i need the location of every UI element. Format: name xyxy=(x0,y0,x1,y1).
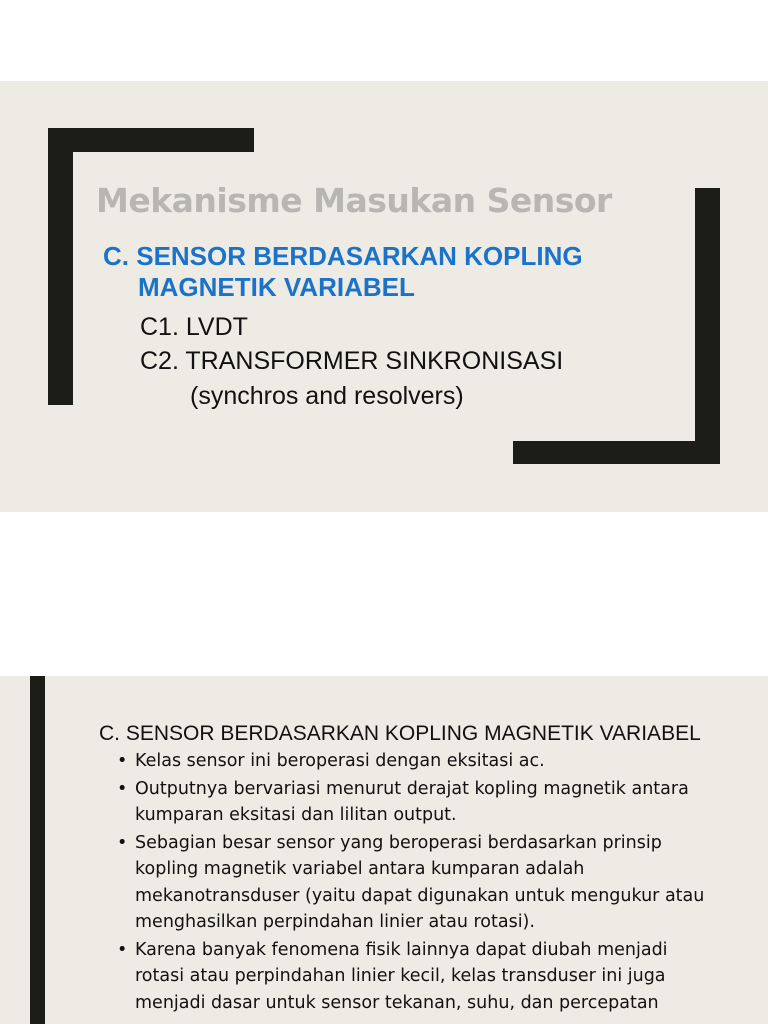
corner-bar-top-left-vertical xyxy=(48,128,73,405)
accent-vertical-bar xyxy=(30,676,45,1024)
item-c2-subtitle: (synchros and resolvers) xyxy=(190,382,464,410)
slide-title: Mekanisme Masukan Sensor xyxy=(96,181,612,220)
bullet-item: • Karena banyak fenomena fisik lainnya dapat diubah menjadi rotasi atau perpindahan linier kecil, kelas transduser ini juga menjadi dasar untuk sensor tekanan, suhu, dan percepatan xyxy=(117,937,717,1017)
slide-2 xyxy=(0,676,768,1024)
bullet-item: • Sebagian besar sensor yang beroperasi berdasarkan prinsip kopling magnetik variabel antara kumparan adalah mekanotransduser (yaitu dapat digunakan untuk mengukur atau menghasilkan perpindahan linier atau rotasi). xyxy=(117,830,717,936)
corner-bar-top-left-horizontal xyxy=(48,128,254,152)
section-heading-line-2: MAGNETIK VARIABEL xyxy=(138,272,415,302)
slide-2-title: C. SENSOR BERDASARKAN KOPLING MAGNETIK VARIABEL xyxy=(99,722,701,745)
bullet-item: • Kelas sensor ini beroperasi dengan eksitasi ac. xyxy=(117,748,717,775)
item-c2: C2. TRANSFORMER SINKRONISASI xyxy=(140,347,564,375)
corner-bar-bottom-right-horizontal xyxy=(513,441,720,464)
section-heading xyxy=(103,241,683,303)
slide-1 xyxy=(0,81,768,512)
item-c1: C1. LVDT xyxy=(140,313,248,341)
section-heading-line-1: C. SENSOR BERDASARKAN KOPLING xyxy=(103,241,583,271)
corner-bar-bottom-right-vertical xyxy=(695,188,720,464)
bullet-list xyxy=(117,748,717,1017)
bullet-item: • Outputnya bervariasi menurut derajat kopling magnetik antara kumparan eksitasi dan lilitan output. xyxy=(117,776,717,829)
